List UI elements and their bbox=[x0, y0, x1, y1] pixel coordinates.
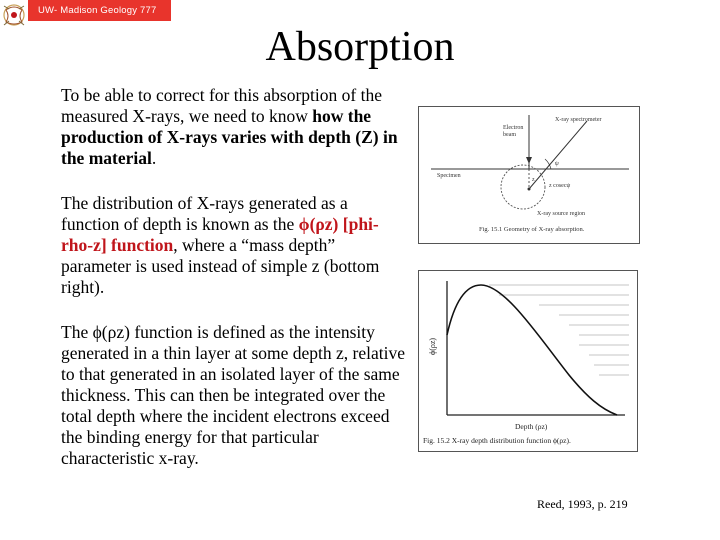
figure-1-caption: Fig. 15.1 Geometry of X-ray absorption. bbox=[479, 226, 585, 233]
paragraph-2-rest: , where a “mass depth” parameter is used instead of simple z (bottom right). bbox=[61, 235, 380, 297]
y-axis-label: ϕ(ρz) bbox=[428, 337, 437, 355]
phi-rho-z-plot bbox=[419, 271, 637, 451]
paragraph-1 bbox=[61, 85, 406, 169]
paragraph-1-end: . bbox=[151, 148, 157, 168]
geometry-diagram bbox=[419, 107, 639, 243]
label-electron: Electron bbox=[503, 125, 524, 131]
paragraph-1-bold: how the production of X-rays varies with depth (Z) in the material bbox=[61, 106, 398, 168]
slide-title: Absorption bbox=[265, 24, 455, 70]
phi-rho-z-term: ϕ(ρz) [phi-rho-z] function bbox=[61, 214, 379, 255]
citation: Reed, 1993, p. 219 bbox=[537, 497, 628, 511]
figure-2-caption: Fig. 15.2 X-ray depth distribution function ϕ(ρz). bbox=[423, 436, 571, 445]
x-axis-label: Depth (ρz) bbox=[515, 422, 548, 431]
paragraph-2-intro: The distribution of X-rays generated as a function of depth is known as the bbox=[61, 193, 348, 234]
paragraph-1-intro: To be able to correct for this absorption of the measured X-rays, we need to know bbox=[61, 85, 382, 126]
label-spectrometer: X-ray spectrometer bbox=[555, 117, 602, 123]
paragraph-3: The ϕ(ρz) function is defined as the intensity generated in a thin layer at some depth z, relative to that generated in an isolated layer of the same thickness. This can then be integrated over the total depth where the incident electrons exceed the binding energy for that particular characteristic x-ray. bbox=[61, 322, 406, 468]
label-z: z bbox=[532, 177, 535, 183]
label-zcosec: z cosecψ bbox=[549, 183, 571, 189]
label-source-region: X-ray source region bbox=[537, 211, 585, 217]
paragraph-2 bbox=[61, 193, 406, 298]
figure-depth-distribution bbox=[418, 270, 638, 452]
label-psi: ψ bbox=[555, 161, 559, 167]
course-banner: UW- Madison Geology 777 bbox=[28, 0, 171, 21]
label-beam: beam bbox=[503, 132, 516, 138]
label-specimen: Specimen bbox=[437, 173, 461, 179]
figure-xray-geometry bbox=[418, 106, 640, 244]
